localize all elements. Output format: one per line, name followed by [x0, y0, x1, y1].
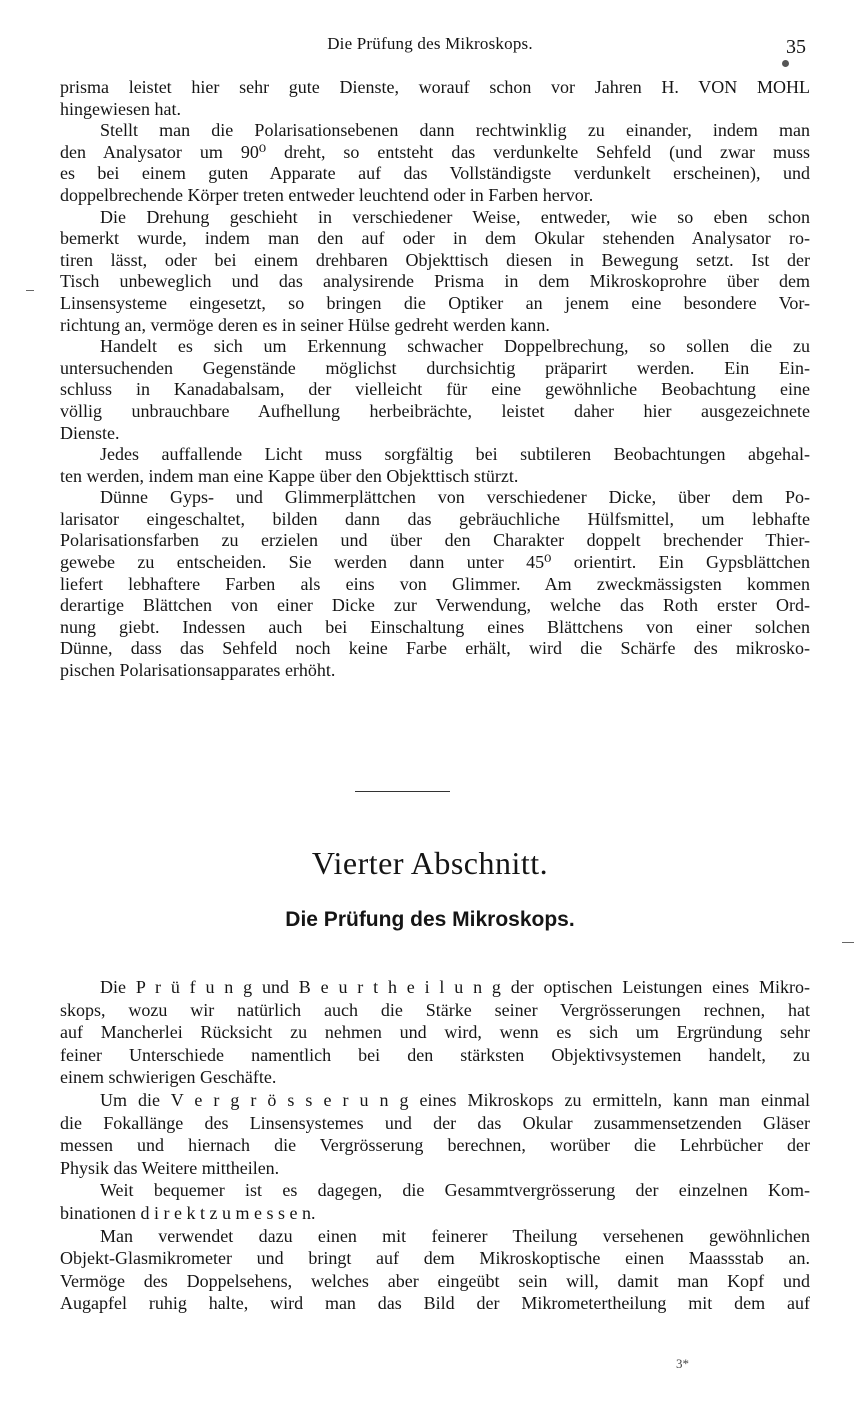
text-line: larisator eingeschaltet, bilden dann das gebräuchliche Hülfsmittel, um lebhafte: [60, 508, 810, 529]
text-line: es bei einem guten Apparate auf das Vollständigste verdunkelt erscheinen), und: [60, 163, 810, 184]
section-subtitle: Die Prüfung des Mikroskops.: [285, 908, 575, 931]
text-line: bemerkt wurde, indem man den auf oder in dem Okular stehenden Analysator ro-: [60, 228, 810, 249]
text-line: Dienste.: [60, 422, 120, 443]
text-line: derartige Blättchen von einer Dicke zur Verwendung, welche das Roth erster Ord-: [60, 595, 810, 616]
paragraph: [60, 1179, 810, 1224]
paragraph: [60, 1089, 810, 1179]
text-line: Stellt man die Polarisationsebenen dann rechtwinklig zu einander, indem man: [100, 120, 810, 141]
text-line: Tisch unbeweglich und das analysirende Prisma in dem Mikroskoprohre über dem: [60, 271, 810, 292]
text-line: Augapfel ruhig halte, wird man das Bild der Mikrometertheilung mit dem auf: [60, 1293, 810, 1314]
text-line: ten werden, indem man eine Kappe über den Objekttisch stürzt.: [60, 465, 519, 486]
paragraph: [60, 207, 810, 337]
text-line: pischen Polarisationsapparates erhöht.: [60, 660, 336, 681]
ink-blot: [782, 60, 789, 67]
text-line: Linsensysteme eingesetzt, so bringen die Optiker an jenem eine besondere Vor-: [60, 292, 810, 313]
text-line: prisma leistet hier sehr gute Dienste, worauf schon vor Jahren H. VON MOHL: [60, 77, 810, 97]
text-line: liefert lebhaftere Farben als eins von Glimmer. Am zweckmässigsten kommen: [60, 573, 810, 594]
signature-mark: 3*: [676, 1356, 689, 1371]
text-line: Polarisationsfarben zu erzielen und über den Charakter doppelt brechender Thier-: [60, 530, 810, 551]
page-number: 35: [786, 36, 806, 58]
text-line: Dünne Gyps- und Glimmerplättchen von verschiedener Dicke, über dem Po-: [100, 487, 810, 508]
paragraph: [60, 120, 810, 206]
running-head-title: Die Prüfung des Mikroskops.: [327, 34, 533, 53]
text-line: einem schwierigen Geschäfte.: [60, 1067, 277, 1088]
text-line: den Analysator um 90⁰ dreht, so entsteht das verdunkelte Sehfeld (und zwar muss: [60, 141, 810, 162]
text-line: Physik das Weitere mittheilen.: [60, 1157, 280, 1178]
paragraph: [60, 336, 810, 444]
text-line: richtung an, vermöge deren es in seiner Hülse gedreht werden kann.: [60, 314, 550, 335]
paragraph: [60, 487, 810, 681]
text-line: gewebe zu entscheiden. Sie werden dann unter 45⁰ orientirt. Ein Gypsblättchen: [60, 552, 810, 573]
text-line: messen und hiernach die Vergrösserung berechnen, worüber die Lehrbücher der: [60, 1135, 810, 1156]
margin-mark: [842, 942, 854, 943]
paragraph: [60, 1225, 810, 1315]
text-line: nung giebt. Indessen auch bei Einschaltung eines Blättchens von einer solchen: [60, 616, 810, 637]
text-line: Objekt-Glasmikrometer und bringt auf dem Mikroskoptische einen Maassstab an.: [60, 1248, 810, 1269]
body-text-vierter-abschnitt: [60, 976, 810, 1315]
margin-mark: [26, 290, 34, 291]
text-line: tiren lässt, oder bei einem drehbaren Objekttisch diesen in Bewegung setzt. Ist der: [60, 249, 810, 270]
text-line: Handelt es sich um Erkennung schwacher Doppelbrechung, so sollen die zu: [100, 336, 810, 357]
text-line: Vermöge des Doppelsehens, welches aber eingeübt sein will, damit man Kopf und: [60, 1270, 810, 1291]
text-line: die Fokallänge des Linsensystemes und der das Okular zusammensetzenden Gläser: [60, 1112, 810, 1133]
text-line: Weit bequemer ist es dagegen, die Gesammtvergrösserung der einzelnen Kom-: [100, 1180, 810, 1201]
paragraph: [60, 976, 810, 1089]
text-line: schluss in Kanadabalsam, der vielleicht für eine gewöhnliche Beobachtung eine: [60, 379, 810, 400]
body-text-section-continuation: [60, 77, 810, 682]
text-line: hingewiesen hat.: [60, 98, 181, 119]
text-line: Die Drehung geschieht in verschiedener Weise, entweder, wie so eben schon: [100, 206, 810, 227]
text-line: skops, wozu wir natürlich auch die Stärke seiner Vergrösserungen rechnen, hat: [60, 999, 810, 1020]
section-divider-rule: [355, 791, 450, 792]
section-title: Vierter Abschnitt.: [311, 845, 549, 881]
paragraph: [60, 444, 810, 487]
text-line: untersuchenden Gegenstände möglichst durchsichtig präparirt werden. Ein Ein-: [60, 357, 810, 378]
text-line: auf Mancherlei Rücksicht zu nehmen und wird, wenn es sich um Ergründung sehr: [60, 1022, 810, 1043]
text-line: feiner Unterschiede namentlich bei den stärksten Objektivsystemen handelt, zu: [60, 1044, 810, 1065]
text-line: binationen d i r e k t z u m e s s e n.: [60, 1202, 316, 1223]
text-line: doppelbrechende Körper treten entweder leuchtend oder in Farben hervor.: [60, 184, 594, 205]
text-line: Um die V e r g r ö s s e r u n g eines Mikroskops zu ermitteln, kann man einmal: [100, 1089, 810, 1110]
text-line: Man verwendet dazu einen mit feinerer Theilung versehenen gewöhnlichen: [100, 1225, 810, 1246]
text-line: Jedes auffallende Licht muss sorgfältig bei subtileren Beobachtungen abgehal-: [100, 444, 810, 465]
paragraph: [60, 77, 810, 120]
text-line: Dünne, dass das Sehfeld noch keine Farbe erhält, wird die Schärfe des mikrosko-: [60, 638, 810, 659]
text-line: Die P r ü f u n g und B e u r t h e i l u n g der optischen Leistungen eines Mikro-: [100, 977, 810, 997]
text-line: völlig unbrauchbare Aufhellung herbeibrächte, leistet daher hier ausgezeichnete: [60, 400, 810, 421]
